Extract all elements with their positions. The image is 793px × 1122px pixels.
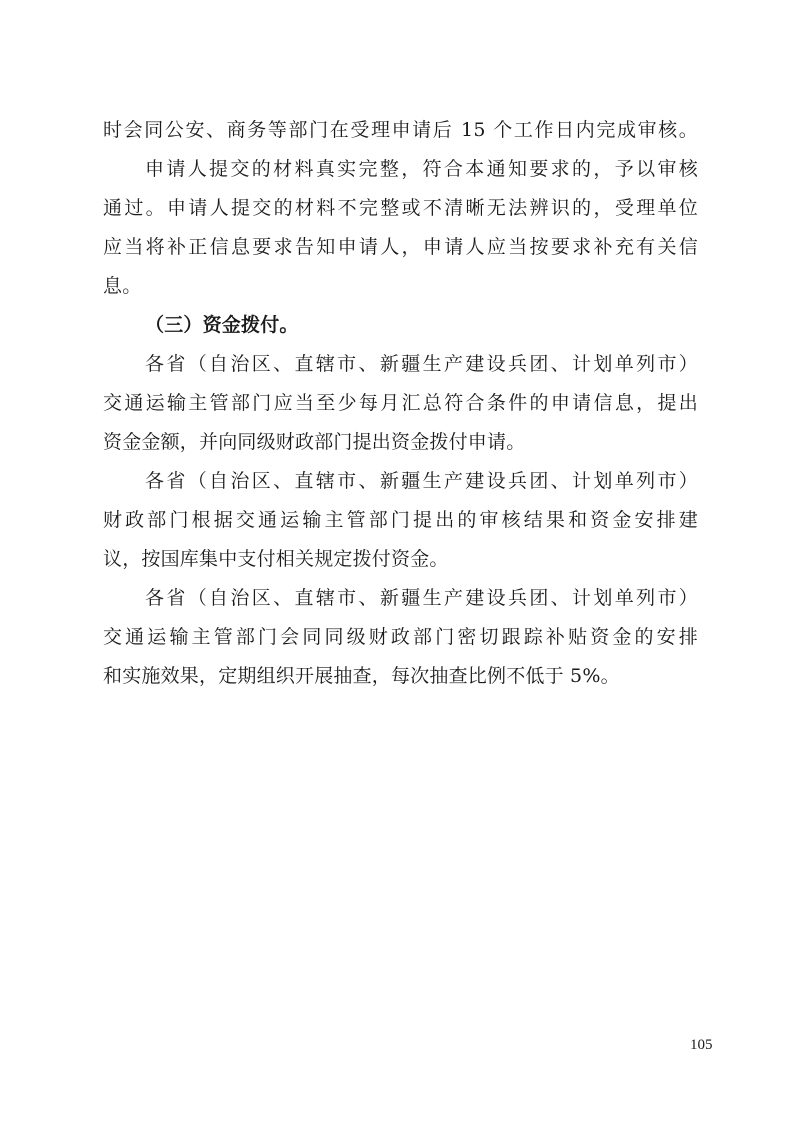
text-line: 息。 — [103, 275, 142, 297]
paragraph-start: 各省（自治区、直辖市、新疆生产建设兵团、计划单列市） — [145, 470, 698, 492]
page-number: 105 — [690, 1037, 713, 1053]
text-line: 交通运输主管部门应当至少每月汇总符合条件的申请信息，提出 — [103, 392, 698, 414]
text-line: 议，按国库集中支付相关规定拨付资金。 — [103, 548, 449, 570]
text-line: 应当将补正信息要求告知申请人，申请人应当按要求补充有关信 — [103, 236, 698, 258]
section-heading: （三）资金拨付。 — [145, 314, 299, 336]
text-line: 交通运输主管部门会同同级财政部门密切跟踪补贴资金的安排 — [103, 626, 698, 648]
paragraph-start: 各省（自治区、直辖市、新疆生产建设兵团、计划单列市） — [145, 587, 698, 609]
text-line: 时会同公安、商务等部门在受理申请后 15 个工作日内完成审核。 — [103, 119, 698, 141]
text-line: 财政部门根据交通运输主管部门提出的审核结果和资金安排建 — [103, 509, 698, 531]
text-line: 资金金额，并向同级财政部门提出资金拨付申请。 — [103, 431, 526, 453]
text-line: 通过。申请人提交的材料不完整或不清晰无法辨识的，受理单位 — [103, 197, 698, 219]
text-line: 和实施效果，定期组织开展抽查，每次抽查比例不低于 5%。 — [103, 665, 620, 687]
paragraph-start: 各省（自治区、直辖市、新疆生产建设兵团、计划单列市） — [145, 353, 698, 375]
paragraph-start: 申请人提交的材料真实完整，符合本通知要求的，予以审核 — [145, 158, 698, 180]
